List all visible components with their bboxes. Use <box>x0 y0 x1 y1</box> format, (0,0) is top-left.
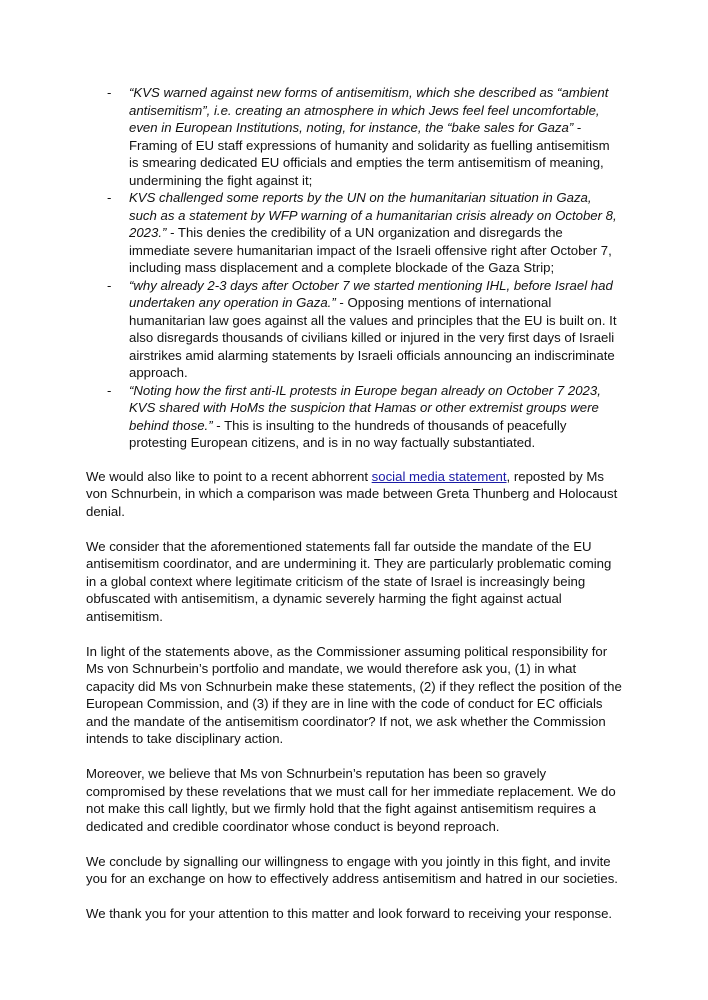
bullet-dash: - <box>107 382 112 398</box>
paragraph-closing: We thank you for your attention to this matter and look forward to receiving your response. <box>86 906 613 921</box>
statement-comment: - This denies the credibility of a UN organization and disregards the immediate severe humanitarian impact of the Israeli offensive right after October 7, including mass displacement and a complete blockade of the Gaza Strip; <box>129 225 612 275</box>
paragraph-social-media: We would also like to point to a recent abhorrent social media statement, reposted by Ms von Schnurbein, in which a comparison was made between Greta Thunberg and Holocaust denial. <box>86 468 618 519</box>
statement-comment: - Framing of EU staff expressions of humanity and solidarity as fuelling antisemitism is smearing dedicated EU officials and empties the term antisemitism of meaning, undermining the fight against it; <box>129 120 610 188</box>
list-item <box>86 189 622 277</box>
quoted-statement: “Noting how the first anti-IL protests in Europe began already on October 7 2023, KVS shared with HoMs the suspicion that Hamas or other extremist groups were behind those.” <box>129 382 601 433</box>
social-media-statement-link[interactable]: social media statement <box>371 468 507 484</box>
list-item <box>86 382 622 452</box>
paragraph-replacement: Moreover, we believe that Ms von Schnurbein’s reputation has been so gravely compromised by these revelations that we must call for her immediate replacement. We do not make this call lightly, but we firmly hold that the fight against antisemitism requires a dedicated and credible coordinator whose conduct is beyond reproach. <box>86 766 616 834</box>
quoted-statement: KVS challenged some reports by the UN on the humanitarian situation in Gaza, such as a statement by WFP warning of a humanitarian crisis already on October 8, 2023.” <box>129 190 617 240</box>
list-item <box>86 84 622 189</box>
quoted-statement: “why already 2-3 days after October 7 we started mentioning IHL, before Israel had undertaken any operation in Gaza.” <box>129 277 613 310</box>
statement-comment: - Opposing mentions of international humanitarian law goes against all the values and principles that the EU is built on. It also disregards thousands of civilians killed or injured in the very first days of Israeli airstrikes amid alarming statements by Israeli officials announcing an indiscriminate approach. <box>129 295 617 380</box>
statement-list <box>86 84 622 452</box>
paragraph-mandate: We consider that the aforementioned statements fall far outside the mandate of the EU antisemitism coordinator, and are undermining it. They are particularly problematic coming in a global context where legitimate criticism of the state of Israel is increasingly being obfuscated with antisemitism, a dynamic severely harming the fight against actual antisemitism. <box>86 538 612 624</box>
list-item <box>86 277 622 382</box>
bullet-dash: - <box>107 85 112 100</box>
bullet-dash: - <box>107 277 112 293</box>
statement-comment: - This is insulting to the hundreds of thousands of peacefully protesting European citizens, and is in no way factually substantiated. <box>129 417 567 450</box>
paragraph-engagement: We conclude by signalling our willingness to engage with you jointly in this fight, and invite you for an exchange on how to effectively address antisemitism and hatred in our societies. <box>86 853 618 886</box>
paragraph-questions: In light of the statements above, as the Commissioner assuming political responsibility for Ms von Schnurbein’s portfolio and mandate, we would therefore ask you, (1) in what capacity did Ms von Schnurbein make these statements, (2) if they reflect the position of the European Commission, and (3) if they are in line with the code of conduct for EC officials and the mandate of the antisemitism coordinator? If not, we ask whether the Commission intends to take disciplinary action. <box>86 643 622 746</box>
quoted-statement: “KVS warned against new forms of antisemitism, which she described as “ambient antisemitism”, i.e. creating an atmosphere in which Jews feel feel uncomfortable, even in European Institutions, noting, for instance, the “bake sales for Gaza” <box>129 85 609 135</box>
bullet-dash: - <box>107 190 112 205</box>
